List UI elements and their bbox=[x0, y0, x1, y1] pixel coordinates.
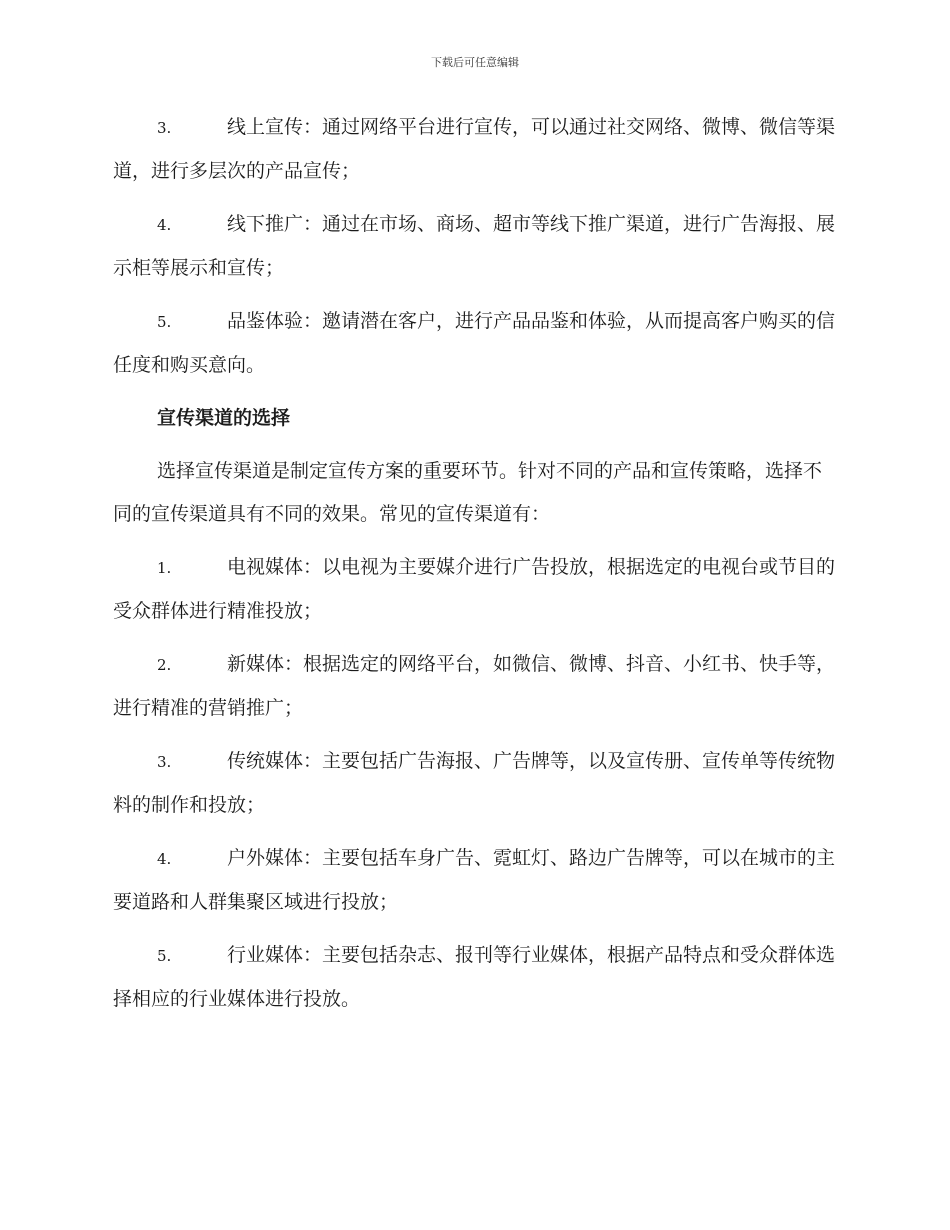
list-text: 传统媒体：主要包括广告海报、广告牌等，以及宣传册、宣传单等传统物料的制作和投放； bbox=[113, 750, 836, 816]
list-text: 户外媒体：主要包括车身广告、霓虹灯、路边广告牌等，可以在城市的主要道路和人群集聚区域进行投放； bbox=[113, 847, 836, 913]
list-number: 5. bbox=[157, 313, 172, 331]
list-number: 2. bbox=[157, 656, 172, 674]
list-item bbox=[113, 837, 835, 924]
list-item bbox=[113, 934, 835, 1021]
list-item bbox=[113, 300, 835, 387]
list-number: 5. bbox=[157, 947, 172, 965]
list-text: 品鉴体验：邀请潜在客户，进行产品品鉴和体验，从而提高客户购买的信任度和购买意向。 bbox=[113, 310, 836, 376]
section-heading: 宣传渠道的选择 bbox=[157, 407, 291, 429]
list-text: 新媒体：根据选定的网络平台，如微信、微博、抖音、小红书、快手等，进行精准的营销推广； bbox=[113, 653, 836, 719]
list-text: 线上宣传：通过网络平台进行宣传，可以通过社交网络、微博、微信等渠道，进行多层次的产品宣传； bbox=[113, 116, 836, 182]
list-number: 4. bbox=[157, 850, 172, 868]
list-item bbox=[113, 106, 835, 193]
list-item bbox=[113, 740, 835, 827]
list-item bbox=[113, 546, 835, 633]
list-number: 1. bbox=[157, 559, 172, 577]
list-number: 3. bbox=[157, 753, 172, 771]
list-item bbox=[113, 203, 835, 290]
list-text: 电视媒体：以电视为主要媒介进行广告投放，根据选定的电视台或节目的受众群体进行精准投放； bbox=[113, 556, 836, 622]
list-text: 行业媒体：主要包括杂志、报刊等行业媒体，根据产品特点和受众群体选择相应的行业媒体进行投放。 bbox=[113, 944, 836, 1010]
section-intro: 选择宣传渠道是制定宣传方案的重要环节。针对不同的产品和宣传策略，选择不同的宣传渠道具有不同的效果。常见的宣传渠道有： bbox=[113, 460, 823, 525]
list-text: 线下推广：通过在市场、商场、超市等线下推广渠道，进行广告海报、展示柜等展示和宣传； bbox=[113, 213, 836, 279]
document-content bbox=[113, 106, 835, 1031]
page-header: 下载后可任意编辑 bbox=[431, 56, 519, 69]
list-number: 4. bbox=[157, 216, 172, 234]
list-item bbox=[113, 643, 835, 730]
list-number: 3. bbox=[157, 119, 172, 137]
